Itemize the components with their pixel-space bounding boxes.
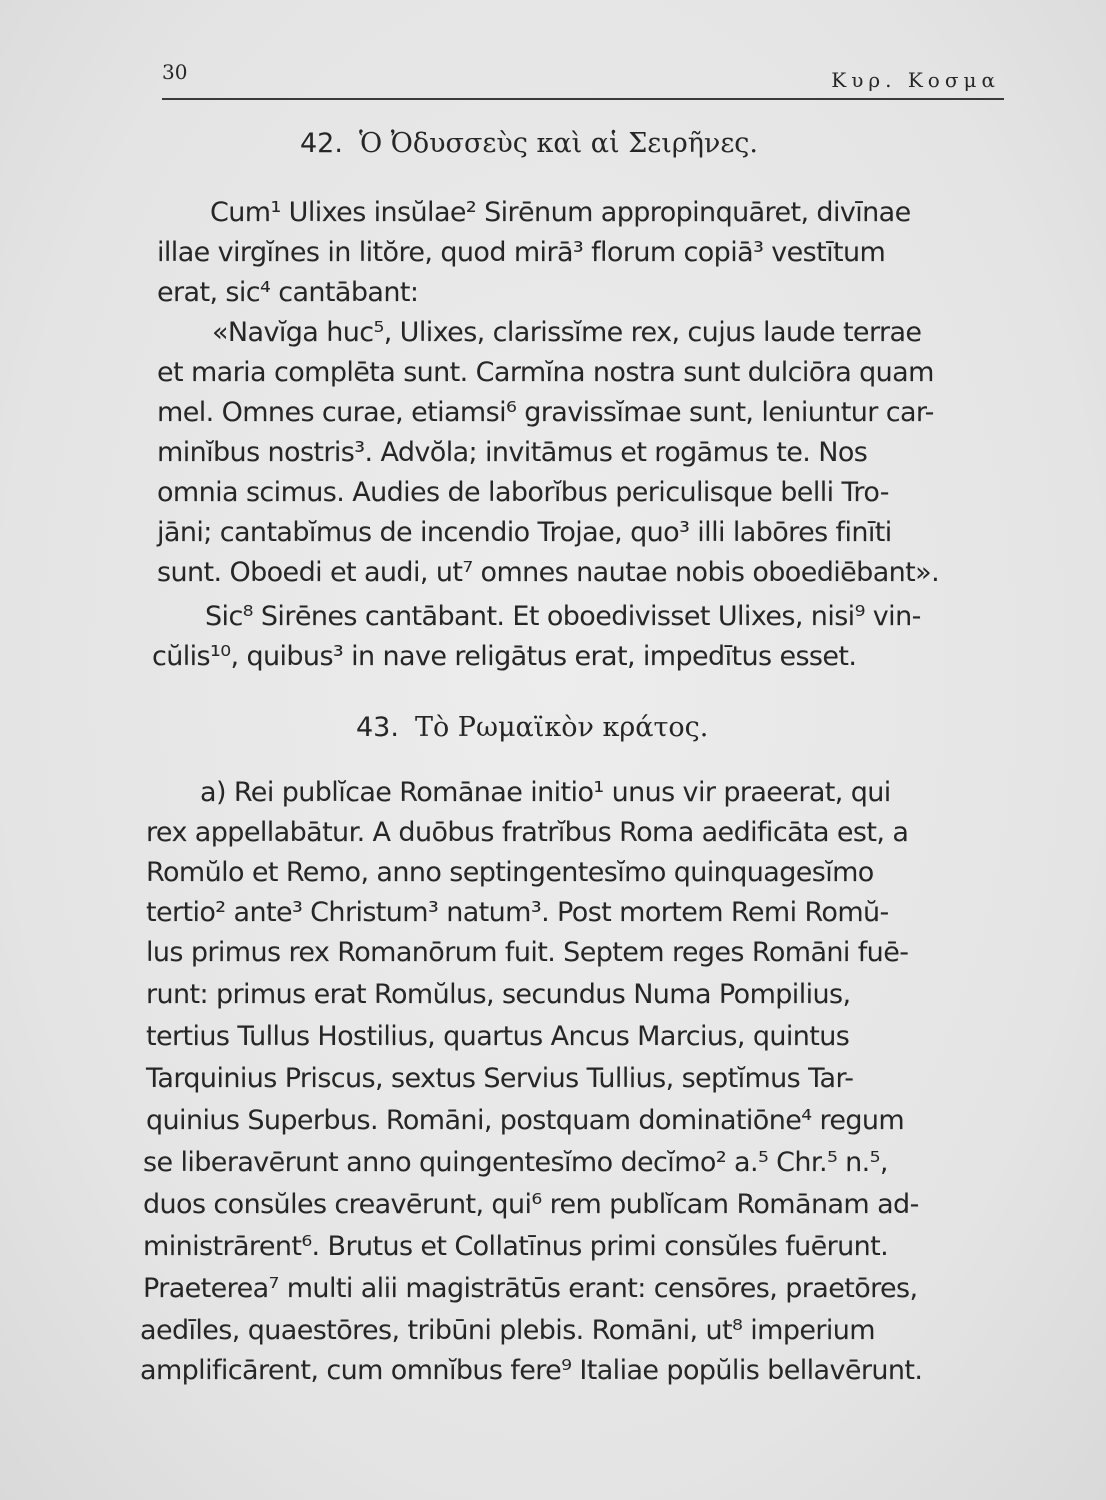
text-line: Tarquinius Priscus, sextus Servius Tullius, septĭmus Tar- bbox=[146, 1063, 854, 1094]
text-line: amplificārent, cum omnĭbus fere⁹ Italiae popŭlis bellavērunt. bbox=[140, 1355, 923, 1386]
text-line: mel. Omnes curae, etiamsi⁶ gravissĭmae sunt, leniuntur car- bbox=[157, 397, 934, 428]
text-line: aedīles, quaestōres, tribūni plebis. Romāni, ut⁸ imperium bbox=[140, 1315, 875, 1346]
text-line: jāni; cantabĭmus de incendio Trojae, quo³ illi labōres finīti bbox=[157, 517, 892, 548]
page-number: 30 bbox=[162, 60, 188, 84]
text-line: sunt. Oboedi et audi, ut⁷ omnes nautae nobis oboediēbant». bbox=[157, 557, 940, 588]
text-line: tertio² ante³ Christum³ natum³. Post mortem Remi Romŭ- bbox=[146, 897, 889, 928]
text-line: quinius Superbus. Romāni, postquam dominatiōne⁴ regum bbox=[146, 1105, 905, 1136]
running-head: Κυρ. Κοσμα bbox=[831, 68, 1000, 92]
section-42-heading bbox=[300, 128, 758, 159]
text-line: duos consŭles creavērunt, qui⁶ rem publĭcam Romānam ad- bbox=[143, 1189, 919, 1220]
text-line: Praeterea⁷ multi alii magistrātūs erant: censōres, praetōres, bbox=[143, 1273, 918, 1304]
section-43-number: 43. bbox=[356, 712, 399, 743]
text-line: rex appellabātur. A duōbus fratrĭbus Roma aedificāta est, a bbox=[146, 817, 909, 848]
section-43-title: Τὸ Ρωμαϊκὸν κράτος. bbox=[414, 712, 709, 743]
text-line: ministrārent⁶. Brutus et Collatīnus primi consŭles fuērunt. bbox=[143, 1231, 889, 1262]
text-line: Sic⁸ Sirēnes cantābant. Et oboedivisset Ulixes, nisi⁹ vin- bbox=[205, 601, 921, 632]
text-line: runt: primus erat Romŭlus, secundus Numa Pompilius, bbox=[146, 979, 851, 1010]
section-42-title: Ὁ Ὀδυσσεὺς καὶ αἱ Σειρῆνες. bbox=[358, 128, 759, 159]
text-line: Romŭlo et Remo, anno septingentesĭmo quinquagesĭmo bbox=[146, 857, 874, 888]
text-line: cŭlis¹⁰, quibus³ in nave religātus erat, impedītus esset. bbox=[152, 641, 857, 672]
text-line: et maria complēta sunt. Carmĭna nostra sunt dulciōra quam bbox=[157, 357, 934, 388]
text-line: Cum¹ Ulixes insŭlae² Sirēnum appropinquāret, divīnae bbox=[210, 197, 911, 228]
text-line: lus primus rex Romanōrum fuit. Septem reges Romāni fuē- bbox=[146, 937, 909, 968]
section-42-number: 42. bbox=[300, 128, 343, 159]
text-line: erat, sic⁴ cantābant: bbox=[157, 277, 419, 308]
section-43-heading bbox=[356, 712, 708, 743]
text-line: omnia scimus. Audies de laborĭbus periculisque belli Tro- bbox=[157, 477, 889, 508]
text-line: a) Rei publĭcae Romānae initio¹ unus vir praeerat, qui bbox=[200, 777, 891, 808]
text-line: «Navĭga huc⁵, Ulixes, clarissĭme rex, cujus laude terrae bbox=[212, 317, 922, 348]
page-header bbox=[162, 58, 1004, 100]
text-line: tertius Tullus Hostilius, quartus Ancus Marcius, quintus bbox=[146, 1021, 850, 1052]
text-line: se liberavērunt anno quingentesĭmo decĭmo² a.⁵ Chr.⁵ n.⁵, bbox=[143, 1147, 888, 1178]
text-line: illae virgĭnes in litŏre, quod mirā³ florum copiā³ vestītum bbox=[157, 237, 886, 268]
text-line: minĭbus nostris³. Advŏla; invitāmus et rogāmus te. Nos bbox=[157, 437, 868, 468]
